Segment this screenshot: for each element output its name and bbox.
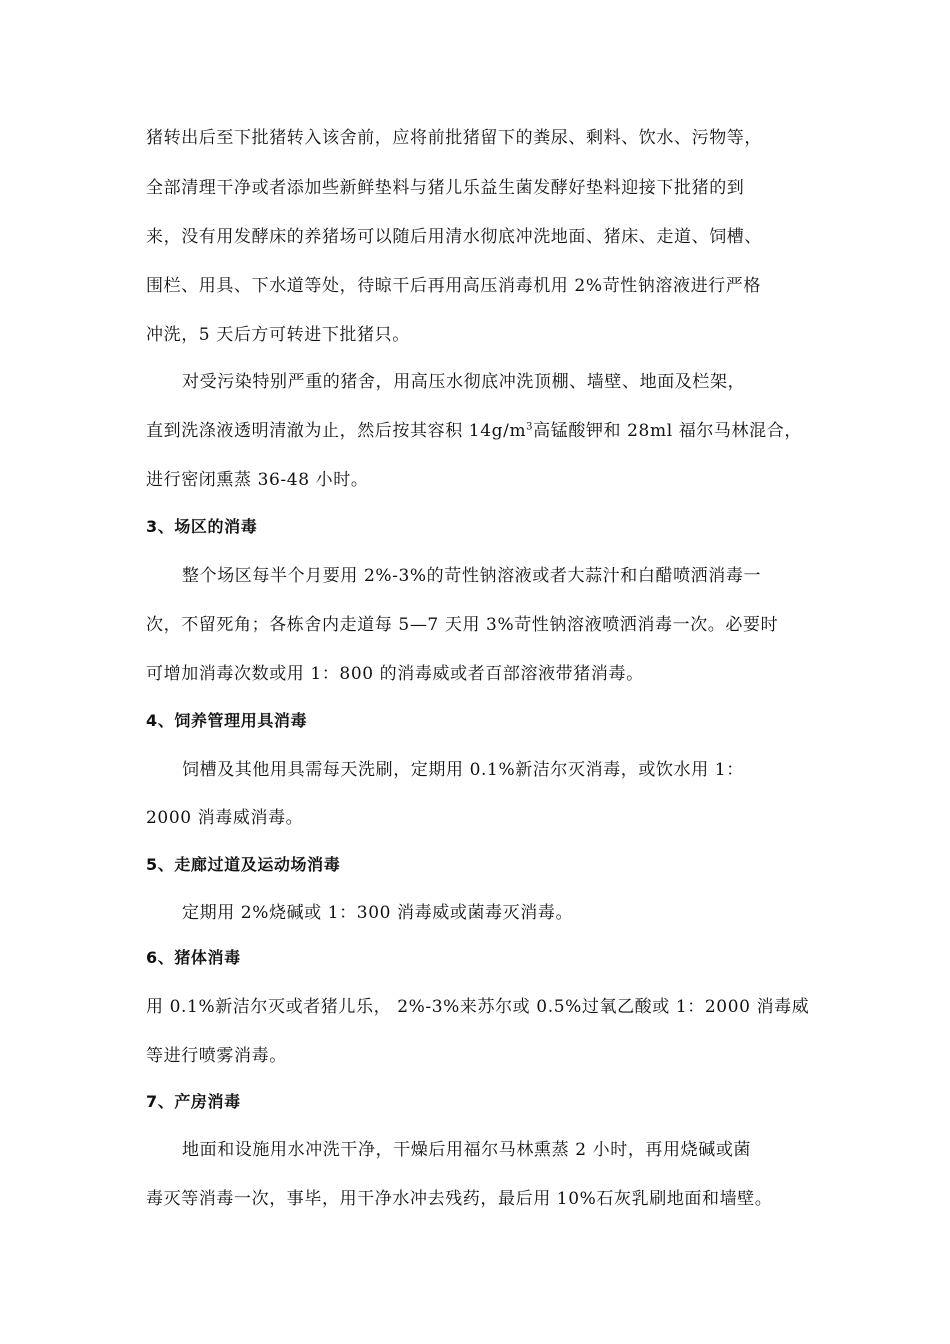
paragraph-line: 全部清理干净或者添加些新鲜垫料与猪儿乐益生菌发酵好垫料迎接下批猪的到 xyxy=(146,178,745,198)
paragraph-line: 来，没有用发酵床的养猪场可以随后用清水彻底冲洗地面、猪床、走道、饲槽、 xyxy=(146,227,762,247)
section-heading: 3、场区的消毒 xyxy=(146,517,258,536)
section-heading: 7、产房消毒 xyxy=(146,1092,241,1111)
section-heading: 6、猪体消毒 xyxy=(146,948,241,967)
paragraph-line: 定期用 2%烧碱或 1：300 消毒威或菌毒灭消毒。 xyxy=(182,903,574,923)
section-heading: 5、走廊过道及运动场消毒 xyxy=(146,855,341,874)
section-heading: 4、饲养管理用具消毒 xyxy=(146,711,308,730)
paragraph-line: 猪转出后至下批猪转入该舍前，应将前批猪留下的粪尿、剩料、饮水、污物等， xyxy=(146,128,762,148)
paragraph-line: 2000 消毒威消毒。 xyxy=(146,808,304,828)
paragraph-line: 次，不留死角；各栋舍内走道每 5—7 天用 3%苛性钠溶液喷洒消毒一次。必要时 xyxy=(146,615,779,635)
text-span: 高锰酸钾和 28ml 福尔马林混合， xyxy=(533,421,802,441)
paragraph-line xyxy=(146,420,802,442)
paragraph-line: 围栏、用具、下水道等处，待晾干后再用高压消毒机用 2%苛性钠溶液进行严格 xyxy=(146,276,761,296)
superscript: 3 xyxy=(526,421,534,433)
paragraph-line: 整个场区每半个月要用 2%-3%的苛性钠溶液或者大蒜汁和白醋喷洒消毒一 xyxy=(182,566,762,586)
paragraph-line: 对受污染特别严重的猪舍，用高压水彻底冲洗顶棚、墙壁、地面及栏架， xyxy=(182,372,746,392)
paragraph-line: 冲洗，5 天后方可转进下批猪只。 xyxy=(146,325,410,345)
paragraph-line: 进行密闭熏蒸 36-48 小时。 xyxy=(146,470,369,490)
paragraph-line: 饲槽及其他用具需每天洗刷，定期用 0.1%新洁尔灭消毒，或饮水用 1： xyxy=(182,760,744,780)
paragraph-line: 毒灭等消毒一次，事毕，用干净水冲去残药，最后用 10%石灰乳刷地面和墙壁。 xyxy=(146,1189,773,1209)
paragraph-line: 地面和设施用水冲洗干净，干燥后用福尔马林熏蒸 2 小时，再用烧碱或菌 xyxy=(182,1140,752,1160)
text-span: 直到洗涤液透明清澈为止，然后按其容积 14g/m xyxy=(146,421,527,441)
paragraph-line: 用 0.1%新洁尔灭或者猪儿乐， 2%-3%来苏尔或 0.5%过氧乙酸或 1：2000 消毒威 xyxy=(146,997,810,1017)
paragraph-line: 可增加消毒次数或用 1：800 的消毒威或者百部溶液带猪消毒。 xyxy=(146,664,644,684)
paragraph-line: 等进行喷雾消毒。 xyxy=(146,1046,287,1066)
